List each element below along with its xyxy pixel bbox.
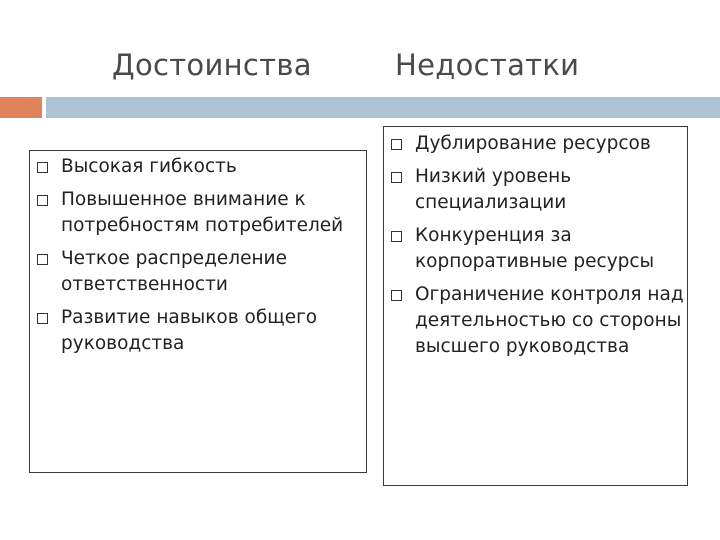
advantages-list [33,154,363,364]
square-bullet-icon [391,290,402,301]
advantages-heading: Достоинства [112,48,312,82]
list-item [387,282,687,360]
square-bullet-icon [37,162,48,173]
accent-bar-orange [0,97,42,118]
list-item-text: Конкуренция за корпоративные ресурсы [415,225,655,272]
list-item-text: Повышенное внимание к потребностям потребителей [61,189,344,236]
list-item-text: Развитие навыков общего руководства [61,307,318,354]
square-bullet-icon [391,139,402,150]
square-bullet-icon [37,254,48,265]
list-item-text: Высокая гибкость [61,156,237,177]
list-item [33,305,363,357]
list-item-text: Четкое распределение ответственности [61,248,287,295]
square-bullet-icon [37,313,48,324]
list-item [387,131,687,157]
list-item [33,154,363,180]
disadvantages-heading: Недостатки [395,48,580,82]
list-item-text: Дублирование ресурсов [415,133,651,154]
list-item [33,187,363,239]
list-item-text: Ограничение контроля над деятельностью со стороны высшего руководства [415,284,684,357]
disadvantages-list [387,131,687,367]
accent-bar-blue [46,97,720,118]
list-item [33,246,363,298]
list-item [387,164,687,216]
square-bullet-icon [391,231,402,242]
list-item-text: Низкий уровень специализации [415,166,572,213]
square-bullet-icon [391,172,402,183]
list-item [387,223,687,275]
square-bullet-icon [37,195,48,206]
